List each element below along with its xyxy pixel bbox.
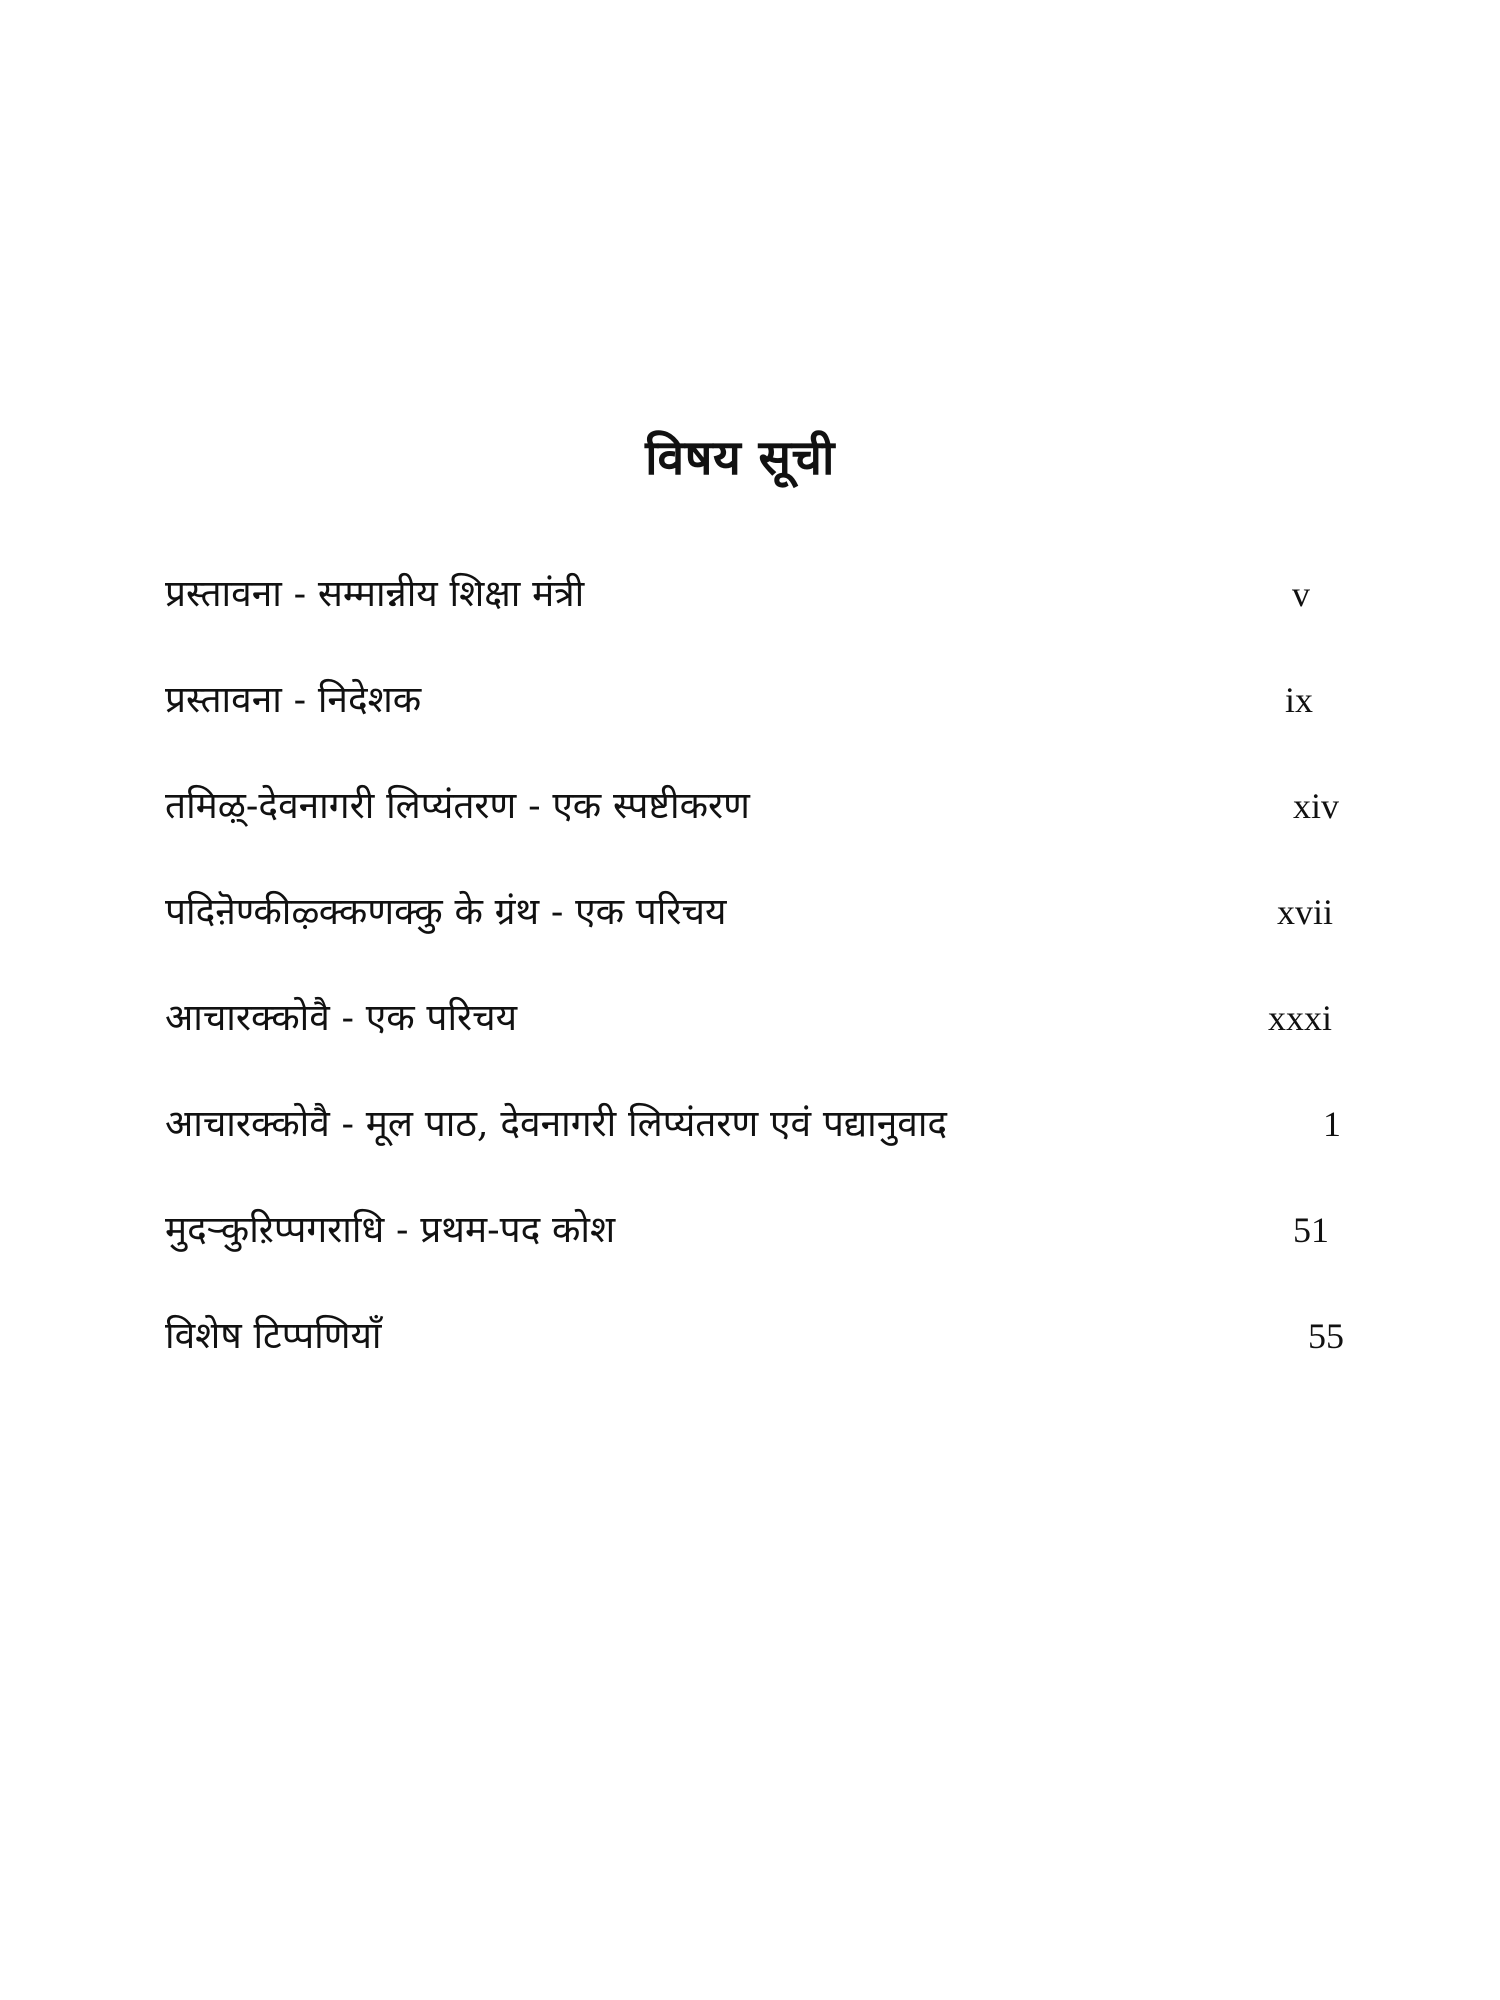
toc-entry-title: आचारक्कोवै - मूल पाठ, देवनागरी लिप्यंतरण एवं पद्यानुवाद <box>165 1102 948 1145</box>
toc-entry-page: 55 <box>1308 1316 1344 1356</box>
toc-entry-title: विशेष टिप्पणियाँ <box>165 1314 382 1357</box>
toc-entry <box>165 992 1345 1098</box>
toc-heading: विषय सूची <box>645 430 835 487</box>
toc-entry-title: प्रस्तावना - सम्मान्नीय शिक्षा मंत्री <box>165 572 585 615</box>
toc-entry <box>165 886 1345 992</box>
toc-entry-title: आचारक्कोवै - एक परिचय <box>165 996 518 1039</box>
toc-entry <box>165 674 1345 780</box>
toc-entry-page: v <box>1292 574 1310 614</box>
toc-entry-title: पदिऩॆण्कीऴ्क्कणक्कु के ग्रंथ - एक परिचय <box>165 890 727 933</box>
toc-entry-title: मुदऱ्कुऱिप्पगराधि - प्रथम-पद कोश <box>165 1208 616 1251</box>
toc-entry <box>165 1204 1345 1310</box>
toc-entry-page: xvii <box>1277 892 1334 932</box>
toc-entry <box>165 780 1345 886</box>
toc-entry-page: 51 <box>1293 1210 1329 1250</box>
toc-entry-title: प्रस्तावना - निदेशक <box>165 678 422 721</box>
toc-list <box>165 568 1345 1416</box>
toc-entry-page: 1 <box>1323 1104 1341 1144</box>
toc-entry-page: ix <box>1285 680 1314 720</box>
toc-entry <box>165 1310 1345 1416</box>
toc-entry-title: तमिऴ्-देवनागरी लिप्यंतरण - एक स्पष्टीकरण <box>165 784 750 827</box>
toc-entry-page: xxxi <box>1268 998 1333 1038</box>
toc-entry <box>165 568 1345 674</box>
toc-entry <box>165 1098 1345 1204</box>
toc-entry-page: xiv <box>1293 786 1340 826</box>
